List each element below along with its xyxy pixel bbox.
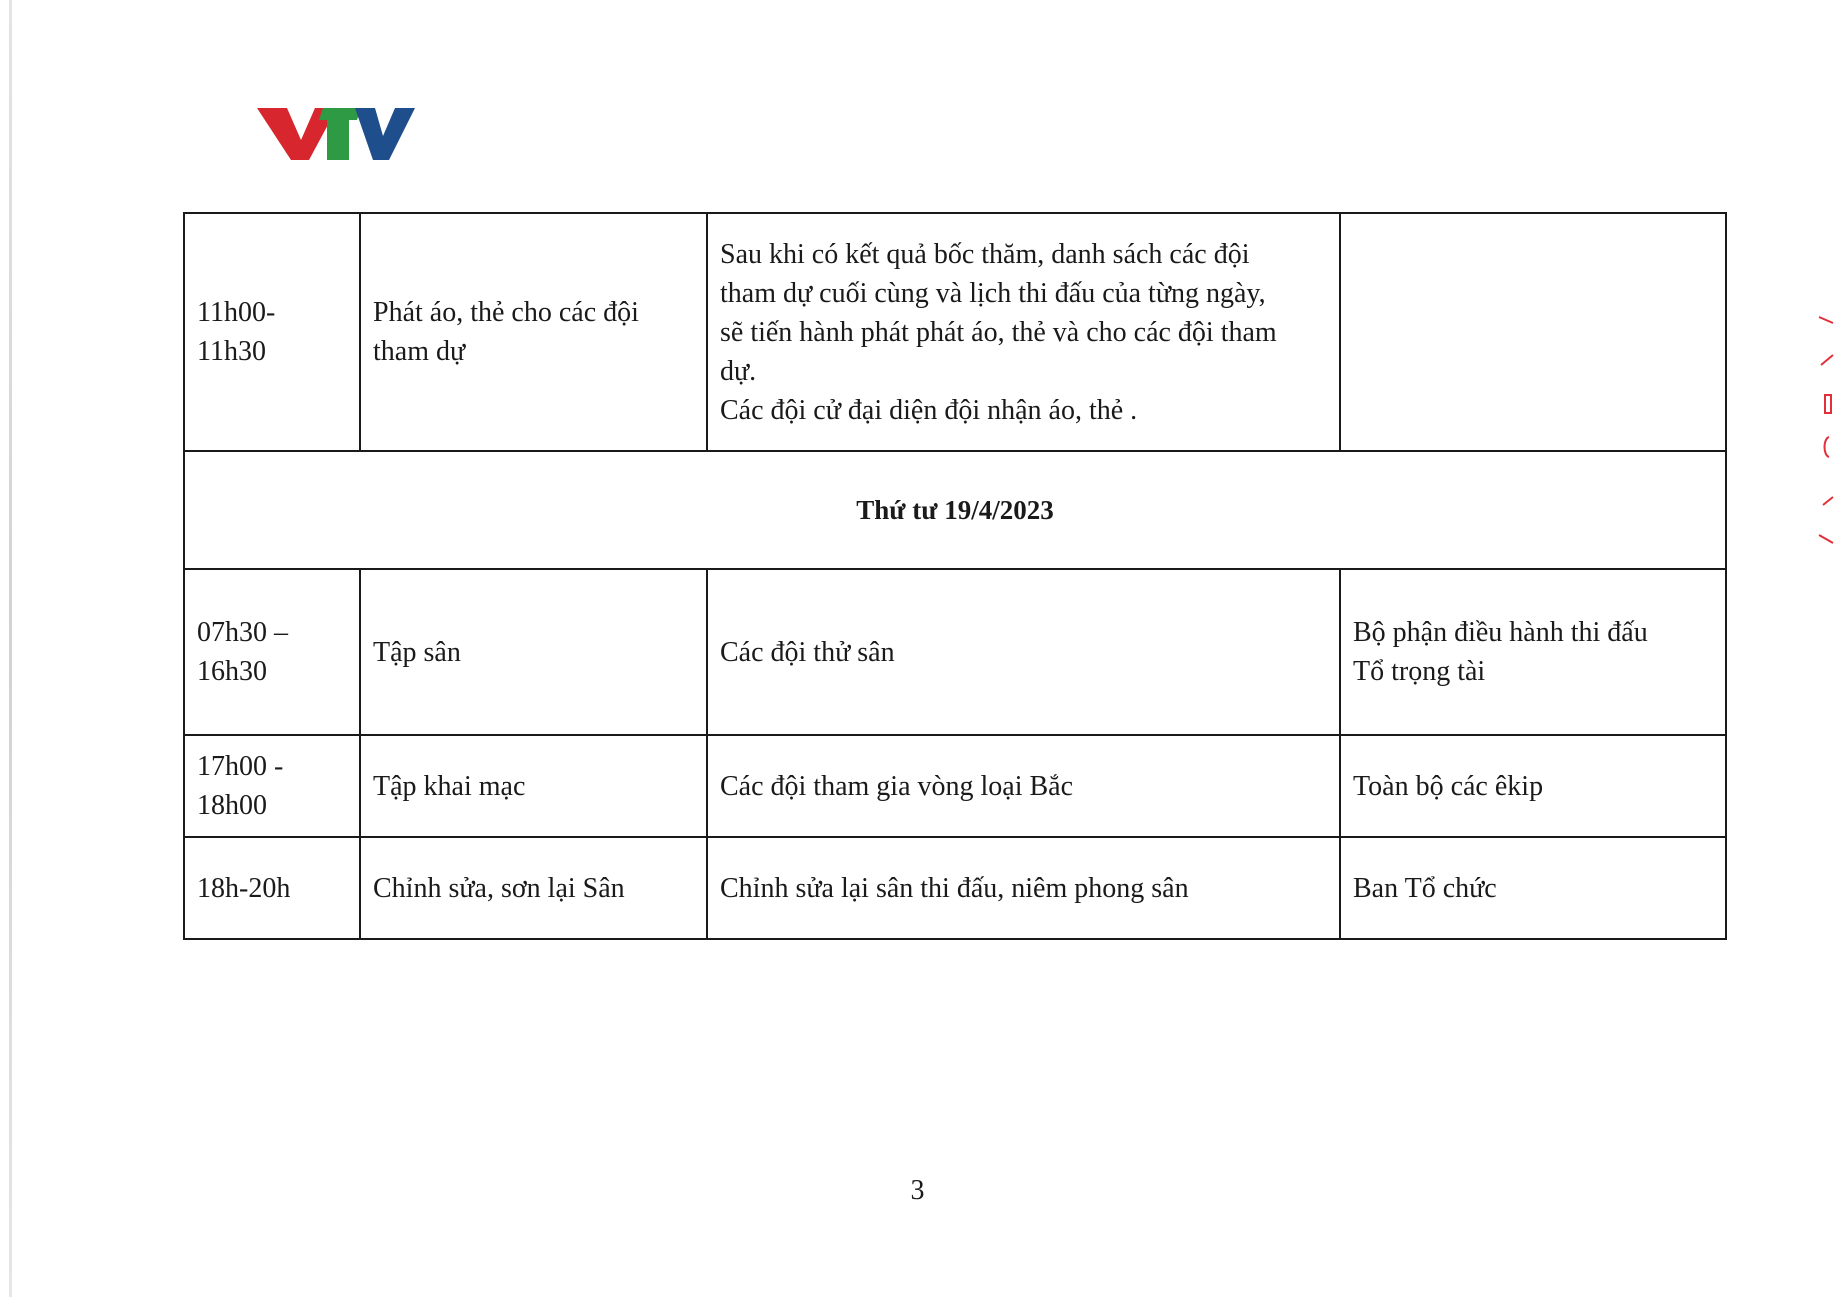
details-line: dự.: [720, 355, 757, 387]
responsible-cell: [1340, 837, 1726, 939]
stamp-letter: [1825, 437, 1830, 457]
details-line: Chỉnh sửa lại sân thi đấu, niêm phong sân: [720, 872, 1189, 904]
details-line: Các đội thử sân: [720, 636, 895, 668]
activity-line: Chỉnh sửa, sơn lại Sân: [373, 872, 625, 904]
activity-cell: [360, 837, 707, 939]
time-cell: [184, 213, 360, 451]
details-line: Các đội cử đại diện đội nhận áo, thẻ .: [720, 394, 1138, 426]
details-line: Sau khi có kết quả bốc thăm, danh sách các đội: [720, 238, 1250, 270]
stamp-stroke: [1821, 355, 1833, 365]
time-cell: [184, 569, 360, 735]
responsible-cell: [1340, 569, 1726, 735]
table-row: [184, 569, 1726, 735]
stamp-letter: [1825, 395, 1831, 413]
schedule-table: [183, 212, 1727, 940]
responsible-line: Toàn bộ các êkip: [1353, 770, 1544, 802]
details-line: tham dự cuối cùng và lịch thi đấu của từng ngày,: [720, 277, 1266, 309]
time-line: 11h30: [197, 336, 266, 367]
stamp-fragment: [1815, 315, 1835, 545]
time-line: 11h00-: [197, 297, 276, 328]
scan-edge: [9, 0, 12, 1297]
page-number: 3: [910, 1175, 925, 1206]
time-line: 18h-20h: [197, 872, 291, 904]
time-line: 07h30 –: [197, 617, 288, 648]
vtv-logo-v-blue: [355, 108, 415, 160]
responsible-line: Ban Tổ chức: [1353, 872, 1497, 904]
activity-line: tham dự: [373, 336, 466, 367]
activity-cell: [360, 213, 707, 451]
details-line: sẽ tiến hành phát phát áo, thẻ và cho các đội tham: [720, 316, 1277, 348]
details-cell: [707, 569, 1340, 735]
time-cell: [184, 837, 360, 939]
activity-line: Tập sân: [373, 636, 461, 668]
day-heading: Thứ tư 19/4/2023: [184, 451, 1726, 569]
table-row: [184, 837, 1726, 939]
details-cell: [707, 837, 1340, 939]
responsible-cell: [1340, 213, 1726, 451]
responsible-line: Bộ phận điều hành thi đấu: [1353, 617, 1648, 648]
table-row: [184, 735, 1726, 837]
stamp-stroke: [1823, 497, 1833, 505]
activity-cell: [360, 735, 707, 837]
activity-line: Phát áo, thẻ cho các đội: [373, 297, 639, 328]
time-line: 16h30: [197, 656, 267, 687]
vtv-logo-t-green: [319, 108, 361, 160]
vtv-logo: [257, 106, 415, 162]
time-cell: [184, 735, 360, 837]
day-header-row: [184, 451, 1726, 569]
details-cell: [707, 213, 1340, 451]
activity-cell: [360, 569, 707, 735]
responsible-cell: [1340, 735, 1726, 837]
details-line: Các đội tham gia vòng loại Bắc: [720, 770, 1074, 802]
time-line: 17h00 -: [197, 751, 284, 782]
stamp-stroke: [1819, 535, 1833, 543]
time-line: 18h00: [197, 790, 267, 821]
table-row: [184, 213, 1726, 451]
responsible-line: Tổ trọng tài: [1353, 656, 1486, 687]
details-cell: [707, 735, 1340, 837]
stamp-stroke: [1819, 317, 1833, 323]
activity-line: Tập khai mạc: [373, 770, 526, 802]
